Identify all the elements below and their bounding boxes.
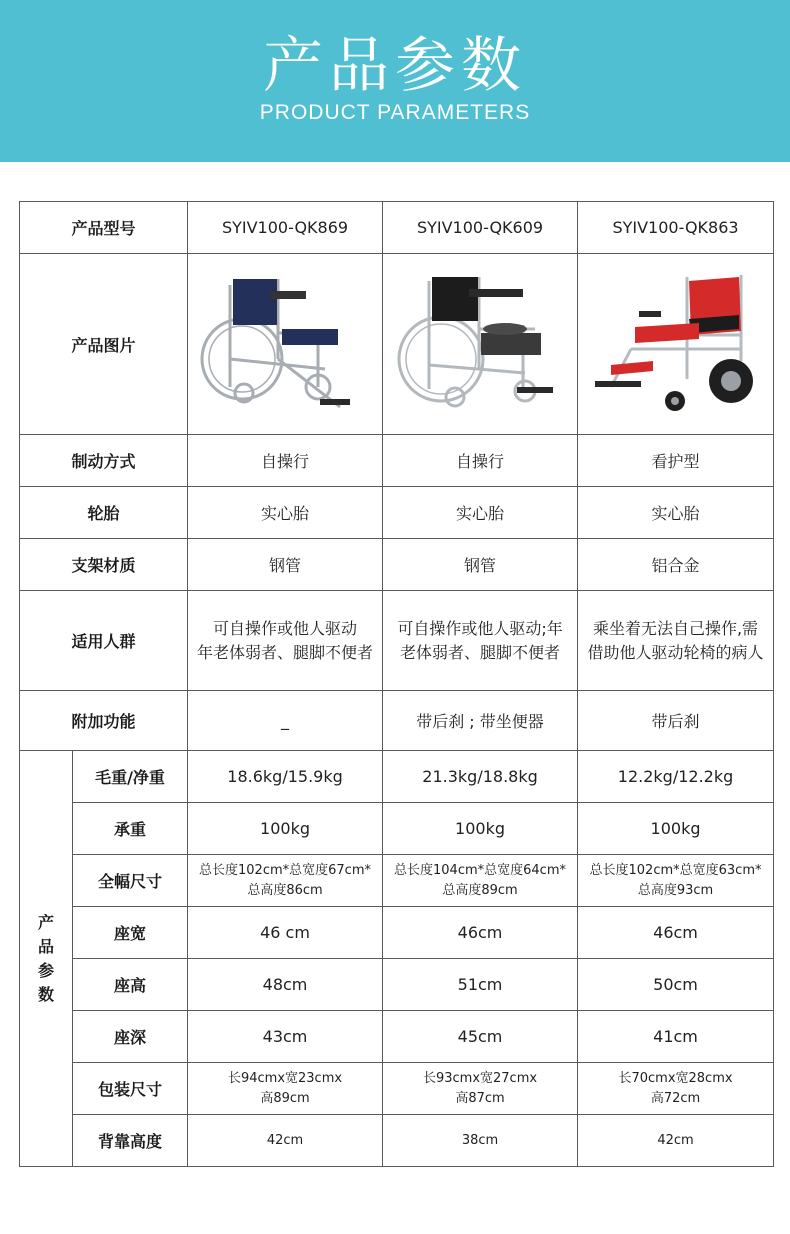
- brake-1: 自操行: [188, 435, 383, 487]
- group-label-text: 产品参数: [38, 912, 55, 1004]
- model-1: SYIV100-QK869: [188, 202, 383, 254]
- tire-3: 实心胎: [578, 487, 774, 539]
- users-3-line-1: 乘坐着无法自己操作,需: [592, 618, 759, 638]
- seat-depth-1: 43cm: [188, 1011, 383, 1063]
- product-image-2: [383, 254, 578, 435]
- label-image: 产品图片: [20, 254, 188, 435]
- seat-height-2: 51cm: [383, 959, 578, 1011]
- package-1-line-1: 长94cmx宽23cmx: [227, 1070, 343, 1086]
- weight-3: 12.2kg/12.2kg: [578, 751, 774, 803]
- label-extra: 附加功能: [20, 691, 188, 751]
- brake-2: 自操行: [383, 435, 578, 487]
- label-users: 适用人群: [20, 591, 188, 691]
- label-frame: 支架材质: [20, 539, 188, 591]
- seat-height-1: 48cm: [188, 959, 383, 1011]
- back-1: 42cm: [188, 1115, 383, 1167]
- size-2: [383, 855, 578, 907]
- package-3-line-1: 长70cmx宽28cmx: [618, 1070, 733, 1086]
- package-2: [383, 1063, 578, 1115]
- back-3: 42cm: [578, 1115, 774, 1167]
- extra-3: 带后刹: [578, 691, 774, 751]
- seat-height-3: 50cm: [578, 959, 774, 1011]
- page-title: 产品参数: [263, 31, 527, 101]
- table-row-size: [20, 855, 774, 907]
- load-2: 100kg: [383, 803, 578, 855]
- users-1-line-2: 年老体弱者、腿脚不便者: [197, 642, 374, 662]
- product-image-3: [578, 254, 774, 435]
- page-subtitle: PRODUCT PARAMETERS: [259, 101, 531, 124]
- users-2: [383, 591, 578, 691]
- table-row-image: [20, 254, 774, 435]
- wheelchair-navy-image: [200, 269, 370, 419]
- package-1: [188, 1063, 383, 1115]
- users-1: [188, 591, 383, 691]
- frame-2: 钢管: [383, 539, 578, 591]
- size-3: [578, 855, 774, 907]
- frame-3: 铝合金: [578, 539, 774, 591]
- package-2-line-1: 长93cmx宽27cmx: [422, 1070, 538, 1086]
- package-2-line-2: 高87cm: [455, 1090, 505, 1106]
- table-row-frame: [20, 539, 774, 591]
- table-row-weight: [20, 751, 774, 803]
- label-load: 承重: [73, 803, 188, 855]
- table-row-back: [20, 1115, 774, 1167]
- brake-3: 看护型: [578, 435, 774, 487]
- seat-width-1: 46 cm: [188, 907, 383, 959]
- size-3-line-2: 总高度93cm: [637, 882, 714, 898]
- product-image-1: [188, 254, 383, 435]
- users-3-line-2: 借助他人驱动轮椅的病人: [587, 642, 764, 662]
- weight-2: 21.3kg/18.8kg: [383, 751, 578, 803]
- extra-1: _: [188, 691, 383, 751]
- size-2-line-2: 总高度89cm: [442, 882, 518, 898]
- label-tire: 轮胎: [20, 487, 188, 539]
- load-3: 100kg: [578, 803, 774, 855]
- seat-depth-2: 45cm: [383, 1011, 578, 1063]
- table-row-seat-height: [20, 959, 774, 1011]
- table-row-tire: [20, 487, 774, 539]
- table-row-load: [20, 803, 774, 855]
- wheelchair-black-image: [395, 269, 565, 419]
- label-size: 全幅尺寸: [73, 855, 188, 907]
- package-1-line-2: 高89cm: [260, 1090, 310, 1106]
- label-model: 产品型号: [20, 202, 188, 254]
- label-brake: 制动方式: [20, 435, 188, 487]
- table-row-package: [20, 1063, 774, 1115]
- frame-1: 钢管: [188, 539, 383, 591]
- load-1: 100kg: [188, 803, 383, 855]
- package-3-line-2: 高72cm: [650, 1090, 701, 1106]
- tire-2: 实心胎: [383, 487, 578, 539]
- header-banner: [0, 0, 790, 162]
- table-row-brake: [20, 435, 774, 487]
- users-1-line-1: 可自操作或他人驱动: [213, 618, 358, 638]
- spec-table: [19, 201, 774, 1167]
- model-2: SYIV100-QK609: [383, 202, 578, 254]
- back-2: 38cm: [383, 1115, 578, 1167]
- size-1-line-1: 总长度102cm*总宽度67cm*: [199, 862, 371, 878]
- table-row-users: [20, 591, 774, 691]
- label-seat-depth: 座深: [73, 1011, 188, 1063]
- users-2-line-1: 可自操作或他人驱动;年: [397, 618, 563, 638]
- model-3: SYIV100-QK863: [578, 202, 774, 254]
- seat-depth-3: 41cm: [578, 1011, 774, 1063]
- seat-width-2: 46cm: [383, 907, 578, 959]
- table-row-seat-width: [20, 907, 774, 959]
- label-weight: 毛重/净重: [73, 751, 188, 803]
- table-row-model: [20, 202, 774, 254]
- extra-2: 带后刹 ; 带坐便器: [383, 691, 578, 751]
- size-2-line-1: 总长度104cm*总宽度64cm*: [394, 862, 566, 878]
- size-1: [188, 855, 383, 907]
- users-3: [578, 591, 774, 691]
- label-seat-width: 座宽: [73, 907, 188, 959]
- label-back: 背靠高度: [73, 1115, 188, 1167]
- size-1-line-2: 总高度86cm: [247, 882, 323, 898]
- package-3: [578, 1063, 774, 1115]
- label-seat-height: 座高: [73, 959, 188, 1011]
- table-row-seat-depth: [20, 1011, 774, 1063]
- size-3-line-1: 总长度102cm*总宽度63cm*: [589, 862, 762, 878]
- weight-1: 18.6kg/15.9kg: [188, 751, 383, 803]
- wheelchair-red-image: [591, 269, 761, 419]
- users-2-line-2: 老体弱者、腿脚不便者: [400, 642, 561, 662]
- tire-1: 实心胎: [188, 487, 383, 539]
- seat-width-3: 46cm: [578, 907, 774, 959]
- label-package: 包装尺寸: [73, 1063, 188, 1115]
- table-row-extra: [20, 691, 774, 751]
- group-label-parameters: [20, 751, 73, 1167]
